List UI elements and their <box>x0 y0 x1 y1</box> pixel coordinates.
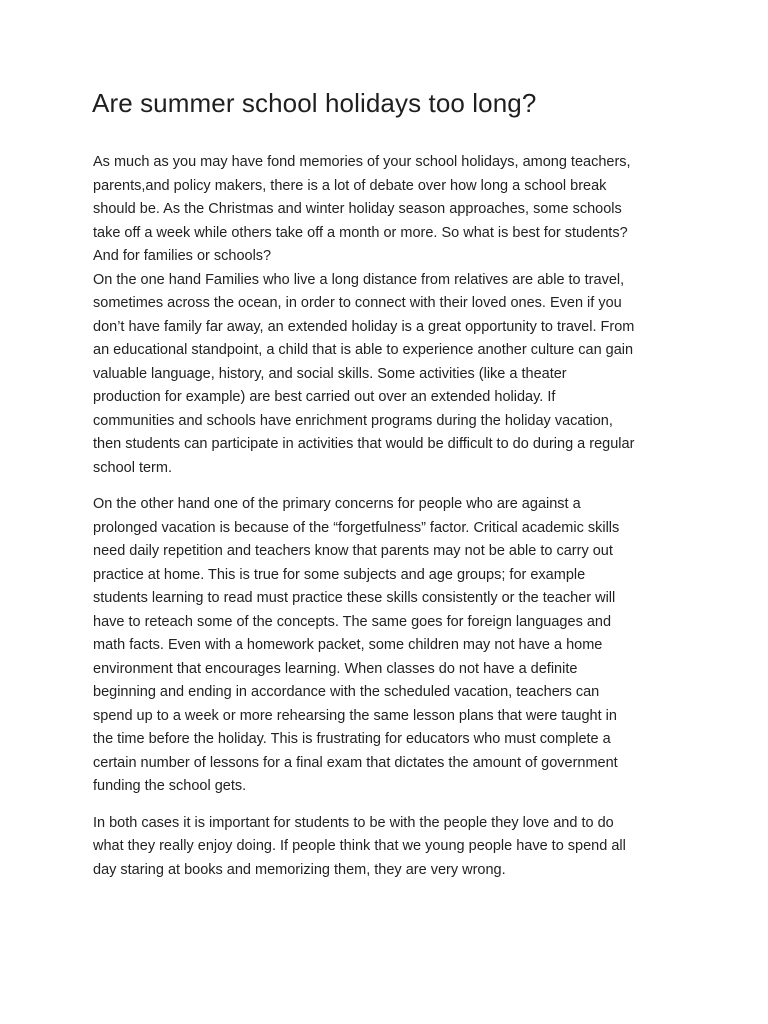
text-line: sometimes across the ocean, in order to connect with their loved ones. Even if you <box>93 295 622 311</box>
text-line: And for families or schools? <box>93 248 272 264</box>
text-line: should be. As the Christmas and winter holiday season approaches, some schools <box>93 201 622 217</box>
text-line: practice at home. This is true for some subjects and age groups; for example <box>93 566 586 583</box>
text-line: As much as you may have fond memories of your school holidays, among teachers, <box>93 154 631 170</box>
text-line: have to reteach some of the concepts. The same goes for foreign languages and <box>93 613 612 630</box>
paragraph-3 <box>93 812 653 883</box>
document-title: Are summer school holidays too long? <box>92 88 537 118</box>
text-line: math facts. Even with a homework packet, some children may not have a home <box>93 637 603 653</box>
text-line: beginning and ending in accordance with the scheduled vacation, teachers can <box>93 684 600 700</box>
text-line: valuable language, history, and social skills. Some activities (like a theater <box>93 365 567 382</box>
text-line: the time before the holiday. This is frustrating for educators who must complete a <box>93 731 611 747</box>
text-line: production for example) are best carried out over an extended holiday. If <box>93 389 556 405</box>
text-line: what they really enjoy doing. If people think that we young people have to spend all <box>93 838 626 854</box>
text-line: need daily repetition and teachers know that parents may not be able to carry out <box>93 543 613 559</box>
text-line: communities and schools have enrichment programs during the holiday vacation, <box>93 412 613 429</box>
text-line: don’t have family far away, an extended holiday is a great opportunity to travel. From <box>93 318 635 335</box>
paragraph-2 <box>93 493 653 799</box>
text-line: school term. <box>93 459 172 476</box>
text-line: funding the school gets. <box>93 778 247 794</box>
text-line: On the other hand one of the primary concerns for people who are against a <box>93 496 581 512</box>
text-line: On the one hand Families who live a long distance from relatives are able to travel, <box>93 271 625 288</box>
text-line: environment that encourages learning. When classes do not have a definite <box>93 660 578 677</box>
text-line: day staring at books and memorizing them, they are very wrong. <box>93 861 506 878</box>
text-line: parents,and policy makers, there is a lot of debate over how long a school break <box>93 177 607 194</box>
document-body <box>93 151 653 895</box>
text-line: then students can participate in activities that would be difficult to do during a regular <box>93 436 635 452</box>
text-line: prolonged vacation is because of the “forgetfulness” factor. Critical academic skills <box>93 519 620 536</box>
text-line: In both cases it is important for students to be with the people they love and to do <box>93 814 614 831</box>
text-line: spend up to a week or more rehearsing the same lesson plans that were taught in <box>93 707 617 724</box>
text-line: take off a week while others take off a month or more. So what is best for students? <box>93 224 628 241</box>
paragraph-1 <box>93 151 653 480</box>
text-line: an educational standpoint, a child that is able to experience another culture can gain <box>93 342 634 358</box>
text-line: students learning to read must practice these skills consistently or the teacher will <box>93 590 616 606</box>
text-line: certain number of lessons for a final exam that dictates the amount of government <box>93 754 618 771</box>
